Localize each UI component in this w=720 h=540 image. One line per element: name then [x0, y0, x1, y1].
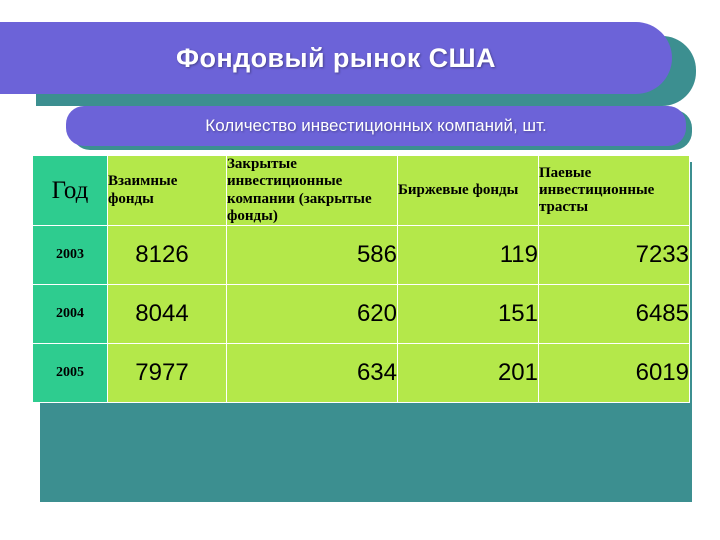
cell-value: 201 — [398, 344, 539, 403]
table-body — [33, 226, 690, 403]
cell-value: 6485 — [539, 285, 690, 344]
cell-value: 151 — [398, 285, 539, 344]
cell-value: 8126 — [108, 226, 227, 285]
column-header-year: Год — [33, 156, 108, 226]
cell-value: 7233 — [539, 226, 690, 285]
row-year: 2003 — [33, 226, 108, 285]
column-header-exchange-traded-funds: Биржевые фонды — [398, 156, 539, 226]
cell-value: 119 — [398, 226, 539, 285]
table-row — [33, 344, 690, 403]
column-header-closed-end-funds: Закрытые инвестиционные компании (закрытые фонды) — [227, 156, 398, 226]
cell-value: 620 — [227, 285, 398, 344]
cell-value: 634 — [227, 344, 398, 403]
slide-subtitle: Количество инвестиционных компаний, шт. — [205, 116, 547, 135]
row-year: 2004 — [33, 285, 108, 344]
column-header-unit-investment-trusts: Паевые инвестиционные трасты — [539, 156, 690, 226]
table-row — [33, 226, 690, 285]
data-table — [32, 155, 690, 403]
column-header-mutual-funds: Взаимные фонды — [108, 156, 227, 226]
slide-title: Фондовый рынок США — [176, 42, 496, 73]
table-header-row — [33, 156, 690, 226]
cell-value: 8044 — [108, 285, 227, 344]
cell-value: 7977 — [108, 344, 227, 403]
cell-value: 6019 — [539, 344, 690, 403]
table-header — [33, 156, 690, 226]
table-row — [33, 285, 690, 344]
row-year: 2005 — [33, 344, 108, 403]
cell-value: 586 — [227, 226, 398, 285]
